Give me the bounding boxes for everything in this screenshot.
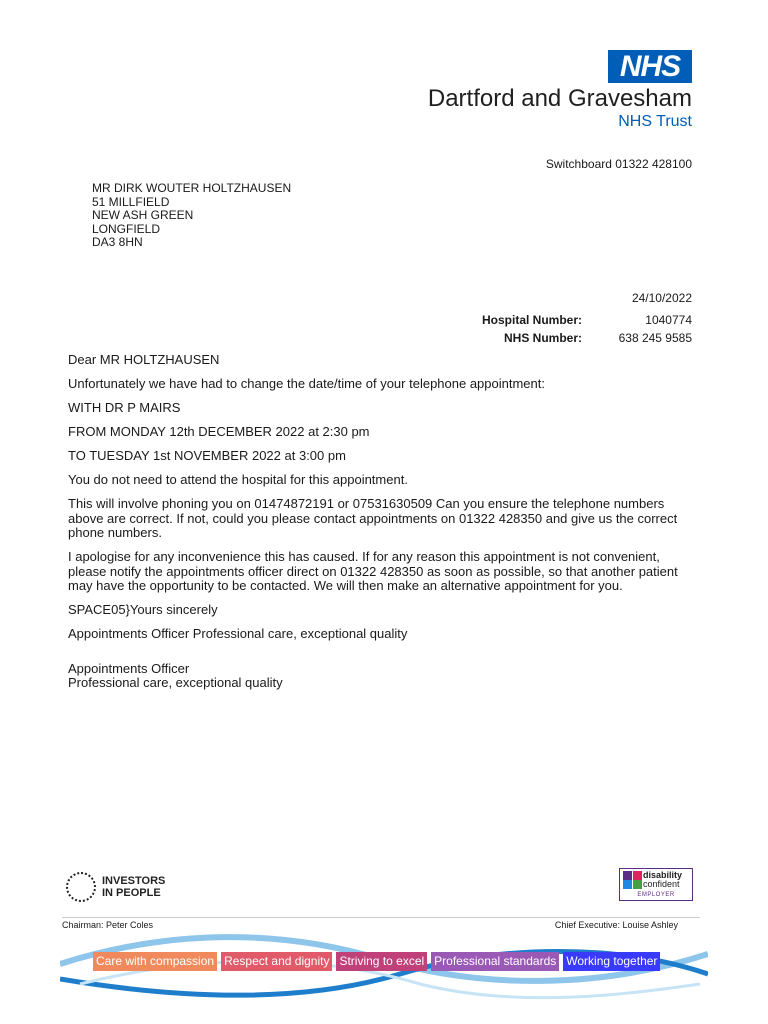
dc-icon [633,880,642,889]
closing: SPACE05}Yours sincerely [68,602,218,617]
investors-in-people-logo [66,872,165,902]
dc-icon [633,871,642,880]
signature-tagline: Professional care, exceptional quality [68,675,283,690]
disability-confident-logo [619,868,693,901]
footer-divider [62,917,700,918]
value-label: Working together [563,952,660,971]
dc-employer: EMPLOYER [637,892,675,898]
address-line: MR DIRK WOUTER HOLTZHAUSEN [92,181,292,195]
hospital-number-label: Hospital Number: [481,313,582,327]
apology-paragraph: I apologise for any inconvenience this has caused. If for any reason this appointment is not convenient, please notify the appointments officer direct on 01322 428350 as soon as possible, so that another patient may have the opportunity to be contacted. We will then make an alternative appointment for you. [68,549,678,593]
signature-inline: Appointments Officer Professional care, exceptional quality [68,626,408,641]
hospital-number-value: 1040774 [645,313,692,327]
address-line: DA3 8HN [92,235,143,249]
values-bar [93,952,664,971]
intro-paragraph: Unfortunately we have had to change the date/time of your telephone appointment: [68,376,545,391]
switchboard-number: Switchboard 01322 428100 [545,157,692,171]
chairman: Chairman: Peter Coles [62,920,154,930]
nhs-number-value: 638 245 9585 [618,331,692,345]
reference-numbers [420,311,692,347]
iip-line: IN PEOPLE [102,887,161,899]
dc-word: disability [643,870,683,880]
nhs-logo: NHS [608,50,692,83]
value-label: Striving to excel [336,952,427,971]
chief-executive: Chief Executive: Louise Ashley [554,920,678,930]
address-line: 51 MILLFIELD [92,194,170,209]
nhs-number-row [420,329,692,347]
dc-icon [623,880,632,889]
nhs-number-label: NHS Number: [503,331,582,345]
hospital-number-row [420,311,692,329]
value-label: Professional standards [431,952,559,971]
signature-block [68,662,700,691]
wreath-icon [66,872,96,902]
address-line: NEW ASH GREEN [92,208,194,222]
phoning-paragraph: This will involve phoning you on 01474872191 or 07531630509 Can you ensure the telephone numbers above are correct. If not, could you please contact appointments on 01322 428350 and give us the correct phone numbers. [68,496,678,540]
dc-icon [623,871,632,880]
iip-line: INVESTORS [102,875,166,887]
salutation: Dear MR HOLTZHAUSEN [68,352,220,367]
dc-word: confident [643,879,680,889]
value-label: Care with compassion [93,952,217,971]
address-line: LONGFIELD [92,221,161,236]
value-label: Respect and dignity [221,952,332,971]
signature-title: Appointments Officer [68,660,190,676]
trust-name: Dartford and Gravesham [427,85,692,112]
letter-body [68,353,700,691]
trust-subtitle: NHS Trust [618,113,692,130]
letter-date: 24/10/2022 [631,291,692,305]
appointment-to: TO TUESDAY 1st NOVEMBER 2022 at 3:00 pm [68,448,346,463]
appointment-from: FROM MONDAY 12th DECEMBER 2022 at 2:30 pm [68,424,370,439]
no-attend-note: You do not need to attend the hospital for this appointment. [68,472,408,487]
recipient-address [92,182,291,250]
appointment-with: WITH DR P MAIRS [68,400,181,415]
